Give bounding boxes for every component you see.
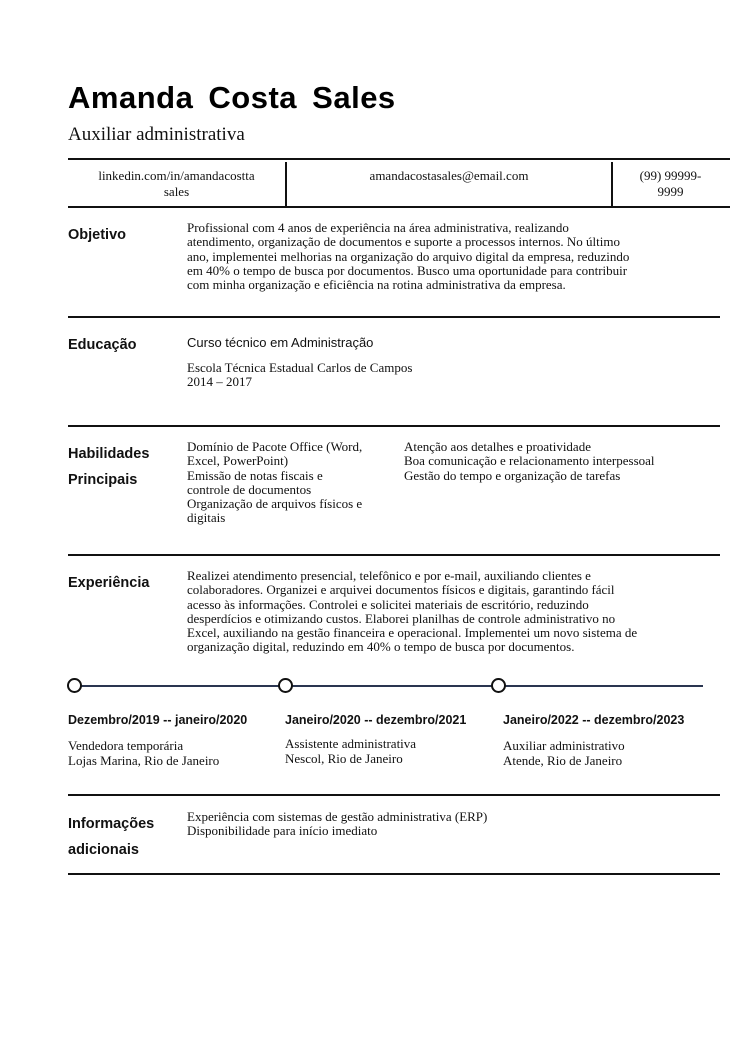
text-line: Profissional com 4 anos de experiência na área administrativa, realizando [187,220,569,235]
list-item: digitais [187,510,226,526]
objective-text [187,221,722,292]
education-course: Curso técnico em Administração [187,335,374,350]
phone-contact [613,160,728,206]
divider [68,425,720,427]
job-entry [503,739,625,768]
text-line: atendimento, organização de documentos e suporte a processos internos. No último [187,234,620,250]
skills-list-right [404,440,722,483]
section-title-skills [68,441,149,493]
list-item: Atenção aos detalhes e proatividade [404,439,591,454]
text-line: ano, implementei melhorias na organização do arquivo digital da empresa, reduzindo [187,248,630,264]
additional-title-line: adicionais [68,842,139,858]
text-line: Disponibilidade para início imediato [187,823,378,839]
text-line: em 40% o tempo de busca por documentos. Busco uma oportunidade para contribuir [187,262,628,278]
list-item: controle de documentos [187,481,312,497]
section-title-experience: Experiência [68,575,150,591]
phone-line-1: (99) 99999- [639,168,702,183]
list-item: Excel, PowerPoint) [187,453,289,469]
linkedin-line-1: linkedin.com/in/amandacostta [98,168,255,183]
text-line: acesso às informações. Controlei e solicitei materiais de escritório, reduzindo [187,596,589,612]
divider [68,206,730,208]
job-title: Auxiliar administrativo [503,738,625,753]
additional-title-line: Informações [68,816,155,832]
text-line: Realizei atendimento presencial, telefônico e por e-mail, auxiliando clientes e [187,568,591,583]
text-line: desperdícios e otimizando custos. Elaborei planilhas de controle administrativo no [187,610,616,626]
section-title-additional [68,811,154,863]
divider [68,873,720,875]
linkedin-line-2: sales [163,184,190,199]
list-item: Emissão de notas fiscais e [187,467,323,483]
timeline-dot [491,678,506,693]
job-company: Atende, Rio de Janeiro [503,752,623,768]
job-entry [68,739,219,768]
job-period: Janeiro/2022 -- dezembro/2023 [503,713,685,727]
experience-text [187,569,722,655]
text-line: com minha organização e eficiência na rotina administrativa da empresa. [187,277,566,293]
timeline-dot [278,678,293,693]
text-line: Experiência com sistemas de gestão administrativa (ERP) [187,809,488,824]
divider [68,794,720,796]
phone-line-2: 9999 [657,184,684,199]
skills-title-line: Habilidades [68,446,150,462]
resume-name: Amanda Costa Sales [68,80,396,115]
section-title-education: Educação [68,337,137,353]
list-item: Organização de arquivos físicos e [187,496,363,512]
job-company: Lojas Marina, Rio de Janeiro [68,752,220,768]
section-title-objective: Objetivo [68,227,127,243]
list-item: Gestão do tempo e organização de tarefas [404,467,621,483]
job-period: Dezembro/2019 -- janeiro/2020 [68,713,248,727]
divider [68,554,720,556]
job-title: Assistente administrativa [285,736,417,751]
education-years: 2014 – 2017 [187,374,252,390]
skills-title-line: Principais [68,472,138,488]
email-contact: amandacostasales@email.com [369,168,529,183]
education-details [187,361,587,390]
job-period: Janeiro/2020 -- dezembro/2021 [285,713,467,727]
text-line: Excel, auxiliando na gestão financeira e operacional. Implementei um novo sistema de [187,625,638,641]
additional-text [187,810,722,839]
list-item: Domínio de Pacote Office (Word, [187,439,363,454]
job-entry [285,737,416,766]
text-line: colaboradores. Organizei e arquivei documentos físicos e digitais, garantindo fácil [187,582,615,598]
divider [68,316,720,318]
list-item: Boa comunicação e relacionamento interpessoal [404,453,655,469]
job-title: Auxiliar administrativa [68,124,245,145]
linkedin-contact [68,160,285,206]
skills-list-left [187,440,397,526]
timeline-line [75,685,703,687]
education-school: Escola Técnica Estadual Carlos de Campos [187,360,413,375]
job-company: Nescol, Rio de Janeiro [285,750,403,766]
contact-bar [68,160,730,206]
text-line: organização digital, reduzindo em 40% o tempo de busca por documentos. [187,639,575,655]
timeline-dot [67,678,82,693]
job-title: Vendedora temporária [68,738,184,753]
